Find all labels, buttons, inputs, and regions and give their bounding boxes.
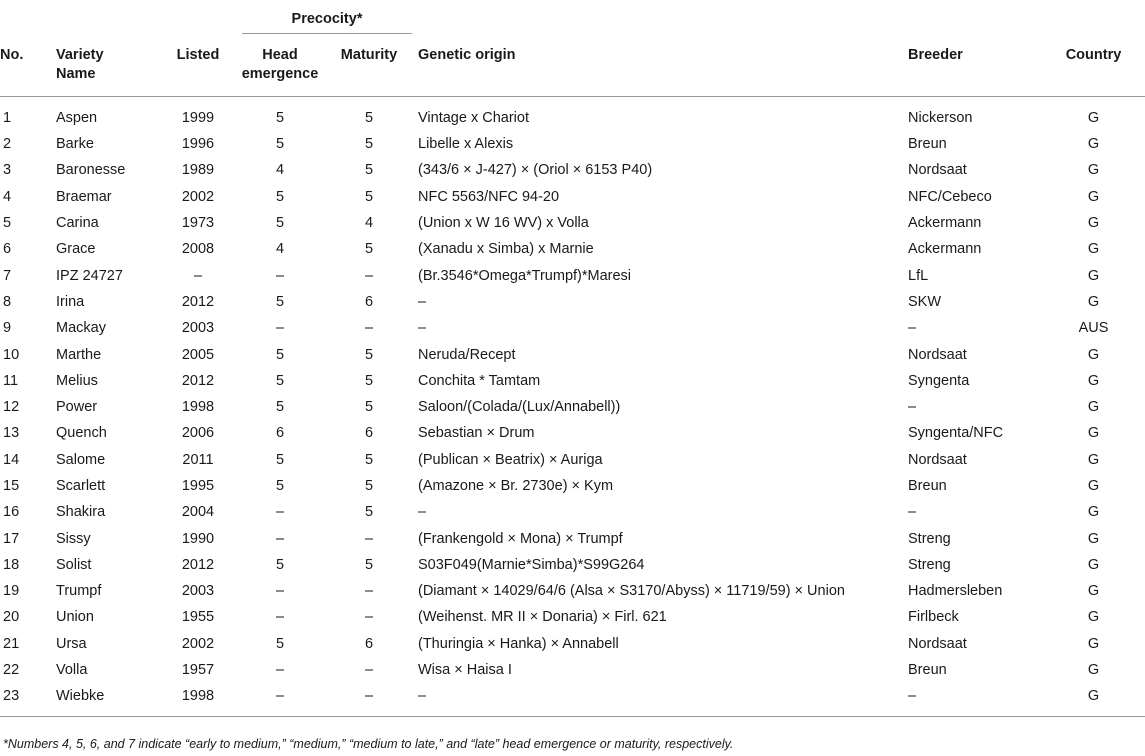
cell-breeder: Syngenta	[908, 372, 970, 389]
cell-variety-name: Union	[56, 609, 94, 626]
cell-listed: 1955	[181, 609, 215, 626]
cell-genetic-origin: (Diamant × 14029/64/6 (Alsa × S3170/Abyss) × 11719/59) × Union	[418, 583, 845, 600]
cell-genetic-origin: (343/6 × J-427) × (Oriol × 6153 P40)	[418, 162, 653, 179]
table-row	[0, 394, 1145, 420]
cell-no: 10	[3, 346, 20, 363]
cell-no: 13	[3, 425, 20, 442]
cell-variety-name: Baronesse	[56, 162, 126, 179]
table-row	[0, 631, 1145, 657]
cell-variety-name: Ursa	[56, 635, 87, 652]
table-row	[0, 420, 1145, 446]
cell-head-emergence: 5	[275, 451, 285, 468]
cell-variety-name: Wiebke	[56, 683, 158, 716]
table-row	[0, 131, 1145, 157]
cell-maturity: 5	[364, 451, 374, 468]
cell-head-emergence: 5	[275, 372, 285, 389]
cell-genetic-origin: (Frankengold × Mona) × Trumpf	[418, 530, 623, 547]
cell-country: G	[1087, 372, 1100, 389]
cell-variety-name: Salome	[56, 451, 106, 468]
cell-breeder: Breun	[908, 136, 947, 153]
cell-listed: 2005	[181, 346, 215, 363]
cell-variety-name: Quench	[56, 425, 107, 442]
cell-genetic-origin: –	[418, 320, 427, 337]
cell-no: 6	[3, 241, 12, 258]
table-row	[0, 447, 1145, 473]
cell-no: 17	[3, 530, 20, 547]
cell-head-emergence: –	[275, 530, 285, 547]
cell-country: G	[1087, 662, 1100, 679]
cell-country: AUS	[1078, 320, 1109, 337]
cell-head-emergence: 4	[275, 162, 285, 179]
cell-maturity: 5	[364, 110, 374, 126]
cell-variety-name: Mackay	[56, 320, 106, 337]
cell-genetic-origin: Conchita * Tamtam	[418, 372, 541, 389]
cell-listed: 1999	[181, 110, 215, 126]
cell-no: 15	[3, 478, 20, 494]
cell-listed: 1995	[181, 478, 215, 494]
cell-listed: 2012	[181, 293, 215, 310]
cell-genetic-origin: Saloon/(Colada/(Lux/Annabell))	[418, 399, 621, 416]
table-row	[0, 210, 1145, 236]
precocity-group-header: Precocity*	[238, 0, 416, 34]
cell-genetic-origin: –	[418, 504, 427, 521]
cell-listed: 1989	[181, 162, 215, 179]
table-row	[0, 289, 1145, 315]
cell-no: 22	[3, 662, 20, 679]
cell-no: 8	[3, 293, 12, 310]
cell-breeder: NFC/Cebeco	[908, 188, 992, 205]
header-breeder: Breeder	[908, 34, 1042, 97]
cell-variety-name: Marthe	[56, 346, 102, 363]
cell-head-emergence: 5	[275, 346, 285, 363]
cell-no: 16	[3, 504, 20, 521]
cell-head-emergence: –	[275, 504, 285, 521]
cell-genetic-origin: (Thuringia × Hanka) × Annabell	[418, 635, 619, 652]
header-no: No.	[0, 34, 56, 97]
cell-no: 11	[3, 372, 19, 389]
cell-maturity: 5	[364, 399, 374, 416]
cell-genetic-origin: Wisa × Haisa I	[418, 662, 512, 679]
cell-listed: 1996	[181, 136, 215, 153]
cell-breeder: Nordsaat	[908, 162, 967, 179]
cell-listed: 2012	[181, 556, 215, 573]
cell-no: 14	[3, 451, 20, 468]
table-row	[0, 683, 1145, 716]
cell-variety-name: Volla	[56, 662, 88, 679]
cell-breeder: Hadmersleben	[908, 583, 1003, 600]
header-variety-name: Variety Name	[56, 34, 158, 97]
cell-maturity: 5	[364, 346, 374, 363]
cell-breeder: Nordsaat	[908, 346, 967, 363]
cell-head-emergence: 5	[275, 136, 285, 153]
cell-no: 5	[3, 215, 12, 232]
header-maturity: Maturity	[322, 34, 416, 97]
cell-listed: 1998	[181, 399, 215, 416]
header-head-emergence: Head emergence	[238, 34, 322, 97]
cell-listed: 2006	[181, 425, 215, 442]
cell-variety-name: Power	[56, 399, 98, 416]
cell-maturity: 5	[364, 504, 374, 521]
cell-country: G	[1087, 267, 1100, 284]
cell-maturity: 5	[364, 162, 374, 179]
cell-maturity: 4	[364, 215, 374, 232]
cell-genetic-origin: (Xanadu x Simba) x Marnie	[418, 241, 594, 258]
cell-variety-name: Irina	[56, 293, 85, 310]
cell-breeder: Nickerson	[908, 110, 973, 126]
cell-listed: 2012	[181, 372, 215, 389]
header-genetic-origin: Genetic origin	[416, 34, 908, 97]
cell-maturity: –	[364, 267, 374, 284]
cell-head-emergence: –	[238, 683, 322, 716]
cell-breeder: Nordsaat	[908, 635, 967, 652]
cell-maturity: –	[322, 683, 416, 716]
cell-variety-name: Solist	[56, 556, 92, 573]
cell-country: G	[1087, 556, 1100, 573]
cell-listed: 1973	[181, 215, 215, 232]
table-row	[0, 368, 1145, 394]
cell-no: 21	[3, 635, 20, 652]
cell-country: G	[1087, 399, 1100, 416]
cell-genetic-origin: –	[416, 683, 908, 716]
cell-breeder: –	[908, 504, 917, 521]
cell-no: 18	[3, 556, 20, 573]
cell-maturity: 6	[364, 293, 374, 310]
cell-maturity: 6	[364, 635, 374, 652]
cell-country: G	[1087, 293, 1100, 310]
cell-head-emergence: 5	[275, 110, 285, 126]
cell-genetic-origin: S03F049(Marnie*Simba)*S99G264	[418, 556, 645, 573]
cell-breeder: Syngenta/NFC	[908, 425, 1004, 442]
cell-country: G	[1087, 110, 1100, 126]
cell-breeder: Breun	[908, 662, 947, 679]
cell-listed: 2004	[181, 504, 215, 521]
cell-listed: 2003	[181, 320, 215, 337]
table-row	[0, 157, 1145, 183]
cell-variety-name: Melius	[56, 372, 98, 389]
table-row	[0, 97, 1145, 132]
cell-country: G	[1087, 451, 1100, 468]
cell-breeder: Firlbeck	[908, 609, 959, 626]
cell-maturity: –	[364, 320, 374, 337]
cell-head-emergence: 5	[275, 399, 285, 416]
cell-breeder: –	[908, 683, 1042, 716]
cell-maturity: –	[364, 609, 374, 626]
cell-head-emergence: 5	[275, 188, 285, 205]
cell-country: G	[1087, 188, 1100, 205]
cell-head-emergence: 5	[275, 293, 285, 310]
cell-country: G	[1087, 215, 1100, 232]
cell-country: G	[1087, 609, 1100, 626]
cell-variety-name: Carina	[56, 215, 99, 232]
table-row	[0, 604, 1145, 630]
cell-genetic-origin: Libelle x Alexis	[418, 136, 514, 153]
cell-head-emergence: 4	[275, 241, 285, 258]
cell-breeder: Ackermann	[908, 241, 982, 258]
cell-no: 9	[3, 320, 12, 337]
cell-country: G	[1087, 346, 1100, 363]
cell-genetic-origin: (Weihenst. MR II × Donaria) × Firl. 621	[418, 609, 667, 626]
cell-listed: 1998	[158, 683, 238, 716]
table-footnote: *Numbers 4, 5, 6, and 7 indicate “early to medium,” “medium,” “medium to late,” and “late” head emergence or maturity, respectively.	[3, 737, 734, 751]
cell-maturity: 5	[364, 556, 374, 573]
cell-listed: 2003	[181, 583, 215, 600]
cell-country: G	[1087, 478, 1100, 494]
cell-listed: 1990	[181, 530, 215, 547]
cell-country: G	[1087, 425, 1100, 442]
cell-head-emergence: 6	[275, 425, 285, 442]
cell-head-emergence: –	[275, 662, 285, 679]
cell-maturity: –	[364, 662, 374, 679]
cell-variety-name: Trumpf	[56, 583, 102, 600]
table-row	[0, 525, 1145, 551]
cell-head-emergence: –	[275, 609, 285, 626]
cell-head-emergence: –	[275, 583, 285, 600]
cell-maturity: 5	[364, 372, 374, 389]
table-row	[0, 236, 1145, 262]
cell-listed: 2002	[181, 188, 215, 205]
cell-variety-name: Barke	[56, 136, 94, 153]
cell-head-emergence: –	[275, 320, 285, 337]
cell-country: G	[1087, 136, 1100, 153]
cell-country: G	[1042, 683, 1145, 716]
cell-head-emergence: 5	[275, 215, 285, 232]
cell-head-emergence: 5	[275, 556, 285, 573]
cell-no: 7	[3, 267, 12, 284]
cell-genetic-origin: (Union x W 16 WV) x Volla	[418, 215, 589, 232]
cell-maturity: –	[364, 530, 374, 547]
cell-country: G	[1087, 635, 1100, 652]
cell-maturity: 5	[364, 136, 374, 153]
cell-breeder: Streng	[908, 530, 951, 547]
cell-genetic-origin: NFC 5563/NFC 94-20	[418, 188, 560, 205]
cell-listed: 2002	[181, 635, 215, 652]
cell-variety-name: Aspen	[56, 110, 98, 126]
cell-genetic-origin: Neruda/Recept	[418, 346, 516, 363]
cell-no: 3	[3, 162, 12, 179]
table-row	[0, 499, 1145, 525]
cell-no: 19	[3, 583, 20, 600]
cell-no: 20	[3, 609, 20, 626]
cell-listed: 1957	[181, 662, 215, 679]
table-row	[0, 262, 1145, 288]
table-row	[0, 473, 1145, 499]
cell-breeder: Breun	[908, 478, 947, 494]
cell-head-emergence: 5	[275, 478, 285, 494]
cell-variety-name: Sissy	[56, 530, 91, 547]
cell-no: 4	[3, 188, 12, 205]
cell-genetic-origin: (Publican × Beatrix) × Auriga	[418, 451, 603, 468]
table-row	[0, 657, 1145, 683]
header-country: Country	[1042, 34, 1145, 97]
cell-genetic-origin: Sebastian × Drum	[418, 425, 535, 442]
cell-variety-name: Scarlett	[56, 478, 106, 494]
table-row	[0, 578, 1145, 604]
cell-variety-name: Shakira	[56, 504, 106, 521]
cell-maturity: 5	[364, 241, 374, 258]
table-row	[0, 315, 1145, 341]
cell-country: G	[1087, 530, 1100, 547]
cell-breeder: LfL	[908, 267, 929, 284]
cell-breeder: –	[908, 399, 917, 416]
header-listed: Listed	[158, 34, 238, 97]
cell-maturity: –	[364, 583, 374, 600]
cell-no: 1	[3, 110, 12, 126]
cell-variety-name: IPZ 24727	[56, 267, 123, 284]
cell-country: G	[1087, 241, 1100, 258]
cell-genetic-origin: –	[418, 293, 427, 310]
cell-maturity: 5	[364, 188, 374, 205]
table-row	[0, 184, 1145, 210]
cell-maturity: 5	[364, 478, 374, 494]
cell-no: 23	[0, 683, 56, 716]
cell-genetic-origin: (Amazone × Br. 2730e) × Kym	[418, 478, 614, 494]
table-body	[0, 97, 1145, 717]
cell-breeder: Ackermann	[908, 215, 982, 232]
cell-listed: 2011	[182, 451, 214, 468]
cell-breeder: Streng	[908, 556, 951, 573]
cell-maturity: 6	[364, 425, 374, 442]
cell-variety-name: Grace	[56, 241, 96, 258]
cell-head-emergence: –	[275, 267, 285, 284]
cell-listed: 2008	[181, 241, 215, 258]
cell-country: G	[1087, 583, 1100, 600]
cell-variety-name: Braemar	[56, 188, 112, 205]
table-row	[0, 341, 1145, 367]
cell-listed: –	[193, 267, 203, 284]
cell-genetic-origin: Vintage x Chariot	[418, 110, 529, 126]
cell-genetic-origin: (Br.3546*Omega*Trumpf)*Maresi	[418, 267, 632, 284]
cell-country: G	[1087, 504, 1100, 521]
cell-breeder: –	[908, 320, 917, 337]
cell-country: G	[1087, 162, 1100, 179]
cell-no: 2	[3, 136, 12, 153]
cell-breeder: SKW	[908, 293, 942, 310]
cell-no: 12	[3, 399, 20, 416]
table-row	[0, 552, 1145, 578]
cell-head-emergence: 5	[275, 635, 285, 652]
cell-breeder: Nordsaat	[908, 451, 967, 468]
